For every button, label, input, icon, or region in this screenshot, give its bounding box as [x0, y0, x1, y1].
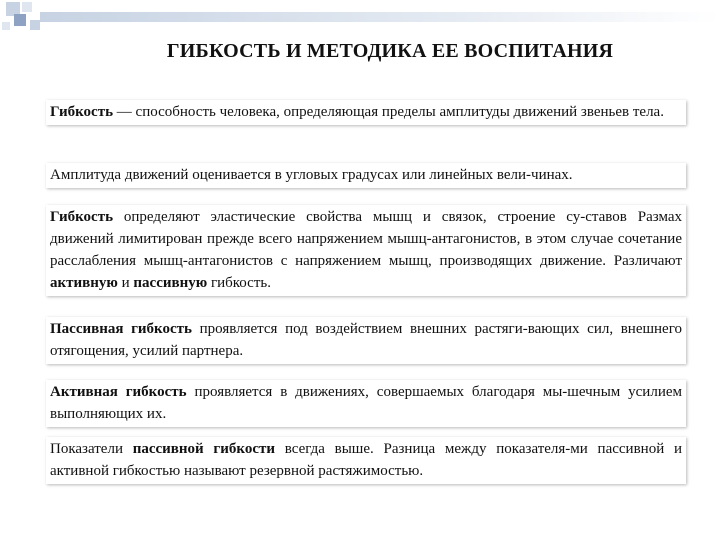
text-span: проявляется под воздействием внешних растяги-вающих сил, внешнего отягощения, усилий партнера. — [50, 321, 682, 359]
text-span: гибкость. — [207, 275, 271, 291]
bold-term: Гибкость — [50, 209, 114, 225]
text-block-passive — [46, 317, 686, 364]
block-text — [50, 206, 682, 294]
text-span: Амплитуда движений оценивается в угловых градусах или линейных вели-чинах. — [50, 167, 573, 183]
block-text — [50, 318, 682, 362]
text-block-amplitude — [46, 163, 686, 188]
bold-term: пассивную — [133, 275, 208, 291]
text-span: и — [117, 275, 134, 291]
block-text — [50, 381, 682, 425]
block-text — [50, 164, 682, 186]
text-span: проявляется в движениях, совершаемых благодаря мы-шечным усилием выполняющих их. — [50, 384, 682, 422]
text-span: определяют эластические свойства мышц и связок, строение су-ставов Размах движений лимитирован прежде всего напряжением мышц-антагонистов, в этом случае сочетание расслабления мышц-антагонистов с напряжением мышц, производящих движение. Различают — [50, 209, 682, 269]
block-text — [50, 101, 682, 123]
text-span: всегда выше. Разница между показателя-ми пассивной и активной гибкостью называют резервной растяжимостью. — [50, 441, 682, 479]
bold-term: активную — [50, 275, 118, 291]
slide-title: ГИБКОСТЬ И МЕТОДИКА ЕЕ ВОСПИТАНИЯ — [166, 40, 614, 62]
text-span: Показатели — [50, 441, 133, 457]
text-block-active — [46, 380, 686, 427]
header-bar — [40, 12, 720, 22]
bold-term: Гибкость — [50, 104, 114, 120]
decor-square — [30, 20, 40, 30]
decor-square — [2, 22, 10, 30]
bold-term: Активная гибкость — [50, 384, 187, 400]
text-block-reserve — [46, 437, 686, 484]
text-block-definition — [46, 100, 686, 125]
block-text — [50, 438, 682, 482]
bold-term: пассивной гибкости — [132, 441, 275, 457]
text-block-determinants — [46, 205, 686, 296]
bold-term: Пассивная гибкость — [50, 321, 192, 337]
decor-square — [22, 2, 32, 12]
text-span: — способность человека, определяющая пределы амплитуды движений звеньев тела. — [113, 104, 664, 120]
decor-square — [14, 14, 26, 26]
